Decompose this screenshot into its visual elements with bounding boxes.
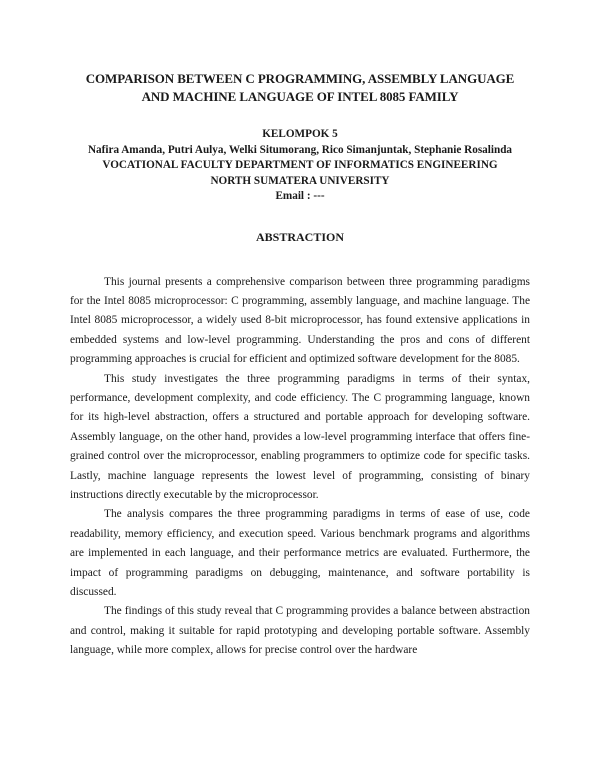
paper-title	[70, 70, 530, 106]
abstract-paragraph-1: This journal presents a comprehensive comparison between three programming paradigms for the Intel 8085 microprocessor: C programming, assembly language, and machine language. The Intel 8085 microprocessor, a widely used 8-bit microprocessor, has found extensive applications in embedded systems and low-level programming. Understanding the pros and cons of different programming approaches is crucial for efficient and optimized software development for the 8085.	[70, 275, 530, 366]
abstract-body	[70, 273, 530, 661]
affiliation-university: NORTH SUMATERA UNIVERSITY	[210, 174, 390, 187]
title-line-1: COMPARISON BETWEEN C PROGRAMMING, ASSEMBLY LANGUAGE	[85, 71, 515, 86]
group-name: KELOMPOK 5	[262, 128, 338, 140]
author-block	[70, 127, 530, 205]
abstract-heading: ABSTRACTION	[255, 229, 345, 244]
abstract-paragraph-2: This study investigates the three programming paradigms in terms of their syntax, performance, development complexity, and code efficiency. The C programming language, known for its high-level abstraction, offers a structured and portable approach for developing software. Assembly language, on the other hand, provides a low-level programming interface that offers fine-grained control over the microprocessor, enabling programmers to optimize code for specific tasks. Lastly, machine language represents the lowest level of programming, consisting of binary instructions directly executable by the microprocessor.	[70, 372, 530, 501]
email-line: Email : ---	[275, 190, 325, 202]
title-line-2: AND MACHINE LANGUAGE OF INTEL 8085 FAMILY	[141, 89, 459, 104]
abstract-paragraph-4: The findings of this study reveal that C programming provides a balance between abstraction and control, making it suitable for rapid prototyping and developing portable software. Assembly language, while more complex, allows for precise control over the hardware	[70, 605, 530, 657]
author-list: Nafira Amanda, Putri Aulya, Welki Situmorang, Rico Simanjuntak, Stephanie Rosalinda	[87, 143, 513, 156]
affiliation-department: VOCATIONAL FACULTY DEPARTMENT OF INFORMATICS ENGINEERING	[102, 159, 498, 171]
abstract-paragraph-3: The analysis compares the three programming paradigms in terms of ease of use, code readability, memory efficiency, and execution speed. Various benchmark programs and algorithms are implemented in each language, and their performance metrics are evaluated. Furthermore, the impact of programming paradigms on debugging, maintenance, and software portability is discussed.	[70, 508, 530, 598]
